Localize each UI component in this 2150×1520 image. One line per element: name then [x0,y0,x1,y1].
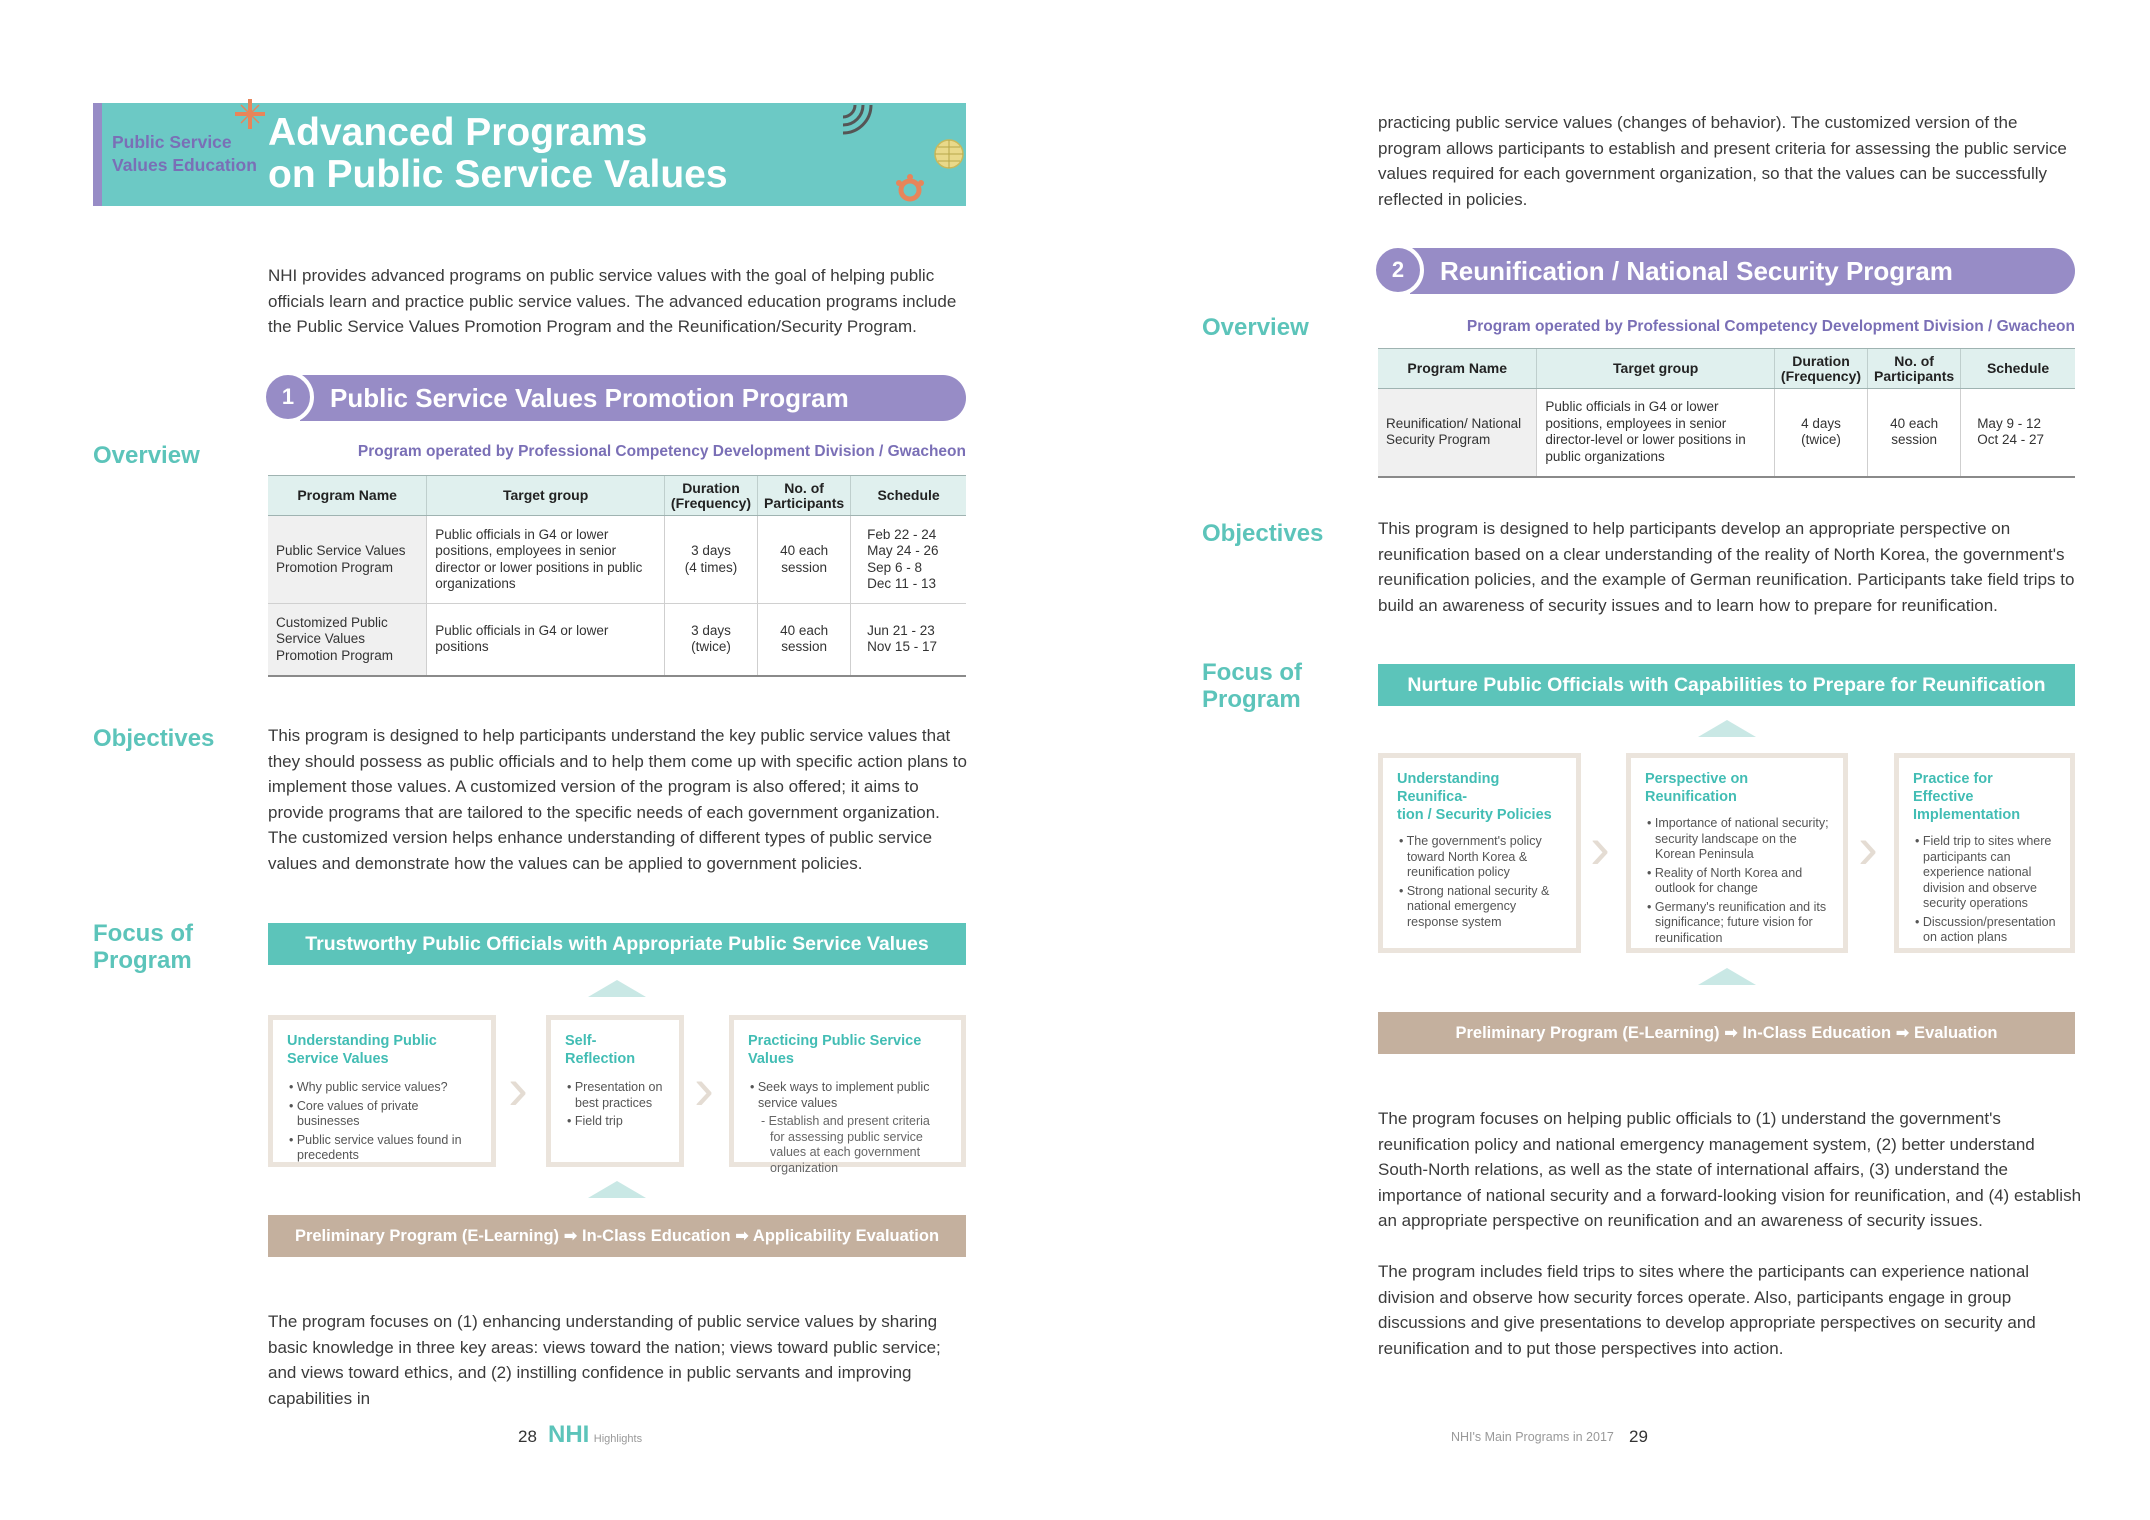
up-arrow-icon [588,1181,646,1198]
brand-logo: NHI [548,1421,590,1448]
cell-schedule: Jun 21 - 23 Nov 15 - 17 [851,604,966,676]
footer-brand [548,1421,642,1449]
section-2-title: Reunification / National Security Program [1440,256,1953,286]
list-item: • Strong national security & national emergency response system [1399,883,1550,929]
focus-label: Focus of Program [1202,659,1302,713]
table-row [268,604,966,676]
table-row [1378,389,2075,477]
objectives-paragraph: This program is designed to help participants understand the key public service values that they should possess as public officials and to help them come up with specific action plans to implement those values. A customized version of the program is also offered; it aims to provide programs that are tailored to the specific needs of each government organization. The customized version helps enhance understanding of different types of public service values and demonstrate how the values can be applied to government policies. [268,726,967,873]
flow-banner-2: Preliminary Program (E-Learning) ➡ In-Class Education ➡ Evaluation [1378,1012,2075,1054]
header-accent-stripe [93,103,102,206]
col-schedule: Schedule [1961,349,2075,389]
focus-box [1894,753,2075,953]
chevron-right-icon: › [694,1055,714,1122]
list-item: • Why public service values? [289,1080,448,1094]
cell-program-name: Customized Public Service Values Promotion Program [268,604,427,676]
operated-by-2: Program operated by Professional Competency Development Division / Gwacheon [1466,318,2075,335]
list-item: • Field trip [567,1114,623,1128]
list-item: • Seek ways to implement public service values [750,1080,930,1110]
cell-participants: 40 each session [1868,389,1961,477]
decorative-flower-icon [893,173,927,207]
cell-duration: 4 days (twice) [1774,389,1867,477]
chevron-right-icon: › [1590,814,1610,881]
page-number-right: 29 [1629,1427,1648,1446]
cell-target-group: Public officials in G4 or lower positions, employees in senior director or lower positions in public organizations [427,516,665,604]
table-header-row [1378,349,2075,389]
focus-box-title: Practice for Effective Implementation [1913,771,2021,823]
col-participants: No. of Participants [758,476,851,516]
up-arrow-icon [1698,968,1756,985]
cell-schedule: Feb 22 - 24 May 24 - 26 Sep 6 - 8 Dec 11 - 13 [851,516,966,604]
footer-caption: NHI's Main Programs in 2017 [1451,1430,1614,1444]
cell-program-name: Reunification/ National Security Program [1378,389,1537,477]
list-item: • Germany's reunification and its significance; future vision for reunification [1647,899,1827,945]
up-arrow-icon [1698,720,1756,737]
chevron-right-icon: › [1858,814,1878,881]
col-program-name: Program Name [1378,349,1537,389]
list-item: • Core values of private businesses [289,1098,419,1128]
section-1-title: Public Service Values Promotion Program [330,383,849,413]
focus-box [268,1015,496,1167]
program-2-table [1378,348,2075,478]
header-category: Public Service Values Education [112,132,257,175]
focus-banner-1: Trustworthy Public Officials with Appropriate Public Service Values [268,923,966,965]
objectives-paragraph-2: This program is designed to help participants develop an appropriate perspective on reunification based on a clear understanding of the reality of North Korea, the government's reunification policies, and the example of German reunification. Participants take field trips to build an awareness of security issues and to learn how to prepare for reunification. [1378,519,2075,615]
section-1-number: 1 [262,371,314,423]
list-item: • Discussion/presentation on action plans [1915,914,2056,944]
section-2-number: 2 [1372,244,1424,296]
continued-paragraph: practicing public service values (changes of behavior). The customized version of the program allows participants to establish and present criteria for assessing the public service values required for each government organization, so that the values can be successfully reflected in policies. [1378,113,2067,209]
overview-label: Overview [93,442,200,469]
chevron-right-icon: › [508,1055,528,1122]
col-schedule: Schedule [851,476,966,516]
table-header-row [268,476,966,516]
objectives-label: Objectives [1202,520,1324,547]
list-item: • Field trip to sites where participants can experience national division and observe security operations [1915,834,2052,910]
table-row [268,516,966,604]
focus-label: Focus of Program [93,920,193,974]
focus-box-title: Perspective on Reunification [1645,771,1749,805]
page-title: Advanced Programs on Public Service Values [268,111,728,196]
header-banner [93,103,966,206]
col-program-name: Program Name [268,476,427,516]
focus-box [546,1015,684,1167]
cell-target-group: Public officials in G4 or lower positions [427,604,665,676]
focus-box-title: Practicing Public Service Values [748,1033,922,1067]
section-2-bar [1410,248,2075,294]
focus-box-title: Self-Reflection [565,1033,636,1067]
decorative-arcs-icon [841,103,875,137]
col-duration: Duration (Frequency) [664,476,757,516]
cell-participants: 40 each session [758,516,851,604]
list-item: • Presentation on best practices [567,1080,663,1110]
col-target-group: Target group [427,476,665,516]
col-participants: No. of Participants [1868,349,1961,389]
col-target-group: Target group [1537,349,1775,389]
flow-banner-1: Preliminary Program (E-Learning) ➡ In-Class Education ➡ Applicability Evaluation [268,1215,966,1257]
objectives-label: Objectives [93,725,215,752]
list-item: • The government's policy toward North Korea & reunification policy [1399,834,1542,879]
list-item: • Importance of national security; security landscape on the Korean Peninsula [1647,816,1829,861]
cell-participants: 40 each session [758,604,851,676]
cell-target-group: Public officials in G4 or lower positions, employees in senior director-level or lower positions in public organizations [1537,389,1775,477]
decorative-globe-icon [933,138,965,170]
focus-paragraph-2a: The program focuses on helping public officials to (1) understand the government's reunification policy and national emergency management system, (2) better understand South-North relations, as well as the state of international affairs, (3) understand the importance of national security and a forward-looking vision for reunification, and (4) establish an appropriate perspective on reunification and an awareness of security issues. [1378,1109,2082,1230]
list-item: • Public service values found in precedents [289,1132,462,1162]
col-duration: Duration (Frequency) [1774,349,1867,389]
cell-duration: 3 days (twice) [664,604,757,676]
list-subitem: - Establish and present criteria for assessing public service values at each government organization [761,1114,930,1175]
brand-sub: Highlights [593,1433,643,1445]
focus-paragraph-1: The program focuses on (1) enhancing understanding of public service values by sharing basic knowledge in three key areas: views toward the nation; views toward public service; and views toward ethics, and (2) instilling confidence in public servants and improving capabilities in [268,1312,941,1408]
program-1-table [268,475,966,677]
focus-paragraph-2b: The program includes field trips to sites where the participants can experience national division and observe how security forces operate. Also, participants engage in group discussions and give presentations to develop appropriate perspectives on security and reunification and to put those perspectives into action. [1378,1262,2036,1358]
up-arrow-icon [588,980,646,997]
focus-box [1378,753,1581,953]
operated-by-1: Program operated by Professional Competency Development Division / Gwacheon [357,443,966,460]
focus-box [1626,753,1848,953]
decorative-cross-icon [233,97,267,131]
focus-box-title: Understanding Reunifica- tion / Security Policies [1397,771,1552,823]
focus-box [729,1015,966,1175]
intro-paragraph: NHI provides advanced programs on public service values with the goal of helping public officials learn and practice public service values. The advanced education programs include the Public Service Values Promotion Program and the Reunification/Security Program. [268,266,957,336]
page-number-left: 28 [518,1427,537,1446]
cell-schedule: May 9 - 12 Oct 24 - 27 [1961,389,2075,477]
focus-box-title: Understanding Public Service Values [287,1033,437,1067]
overview-label: Overview [1202,314,1309,341]
cell-program-name: Public Service Values Promotion Program [268,516,427,604]
focus-banner-2: Nurture Public Officials with Capabilities to Prepare for Reunification [1378,664,2075,706]
cell-duration: 3 days (4 times) [664,516,757,604]
section-1-bar [300,375,966,421]
list-item: • Reality of North Korea and outlook for change [1647,865,1803,895]
